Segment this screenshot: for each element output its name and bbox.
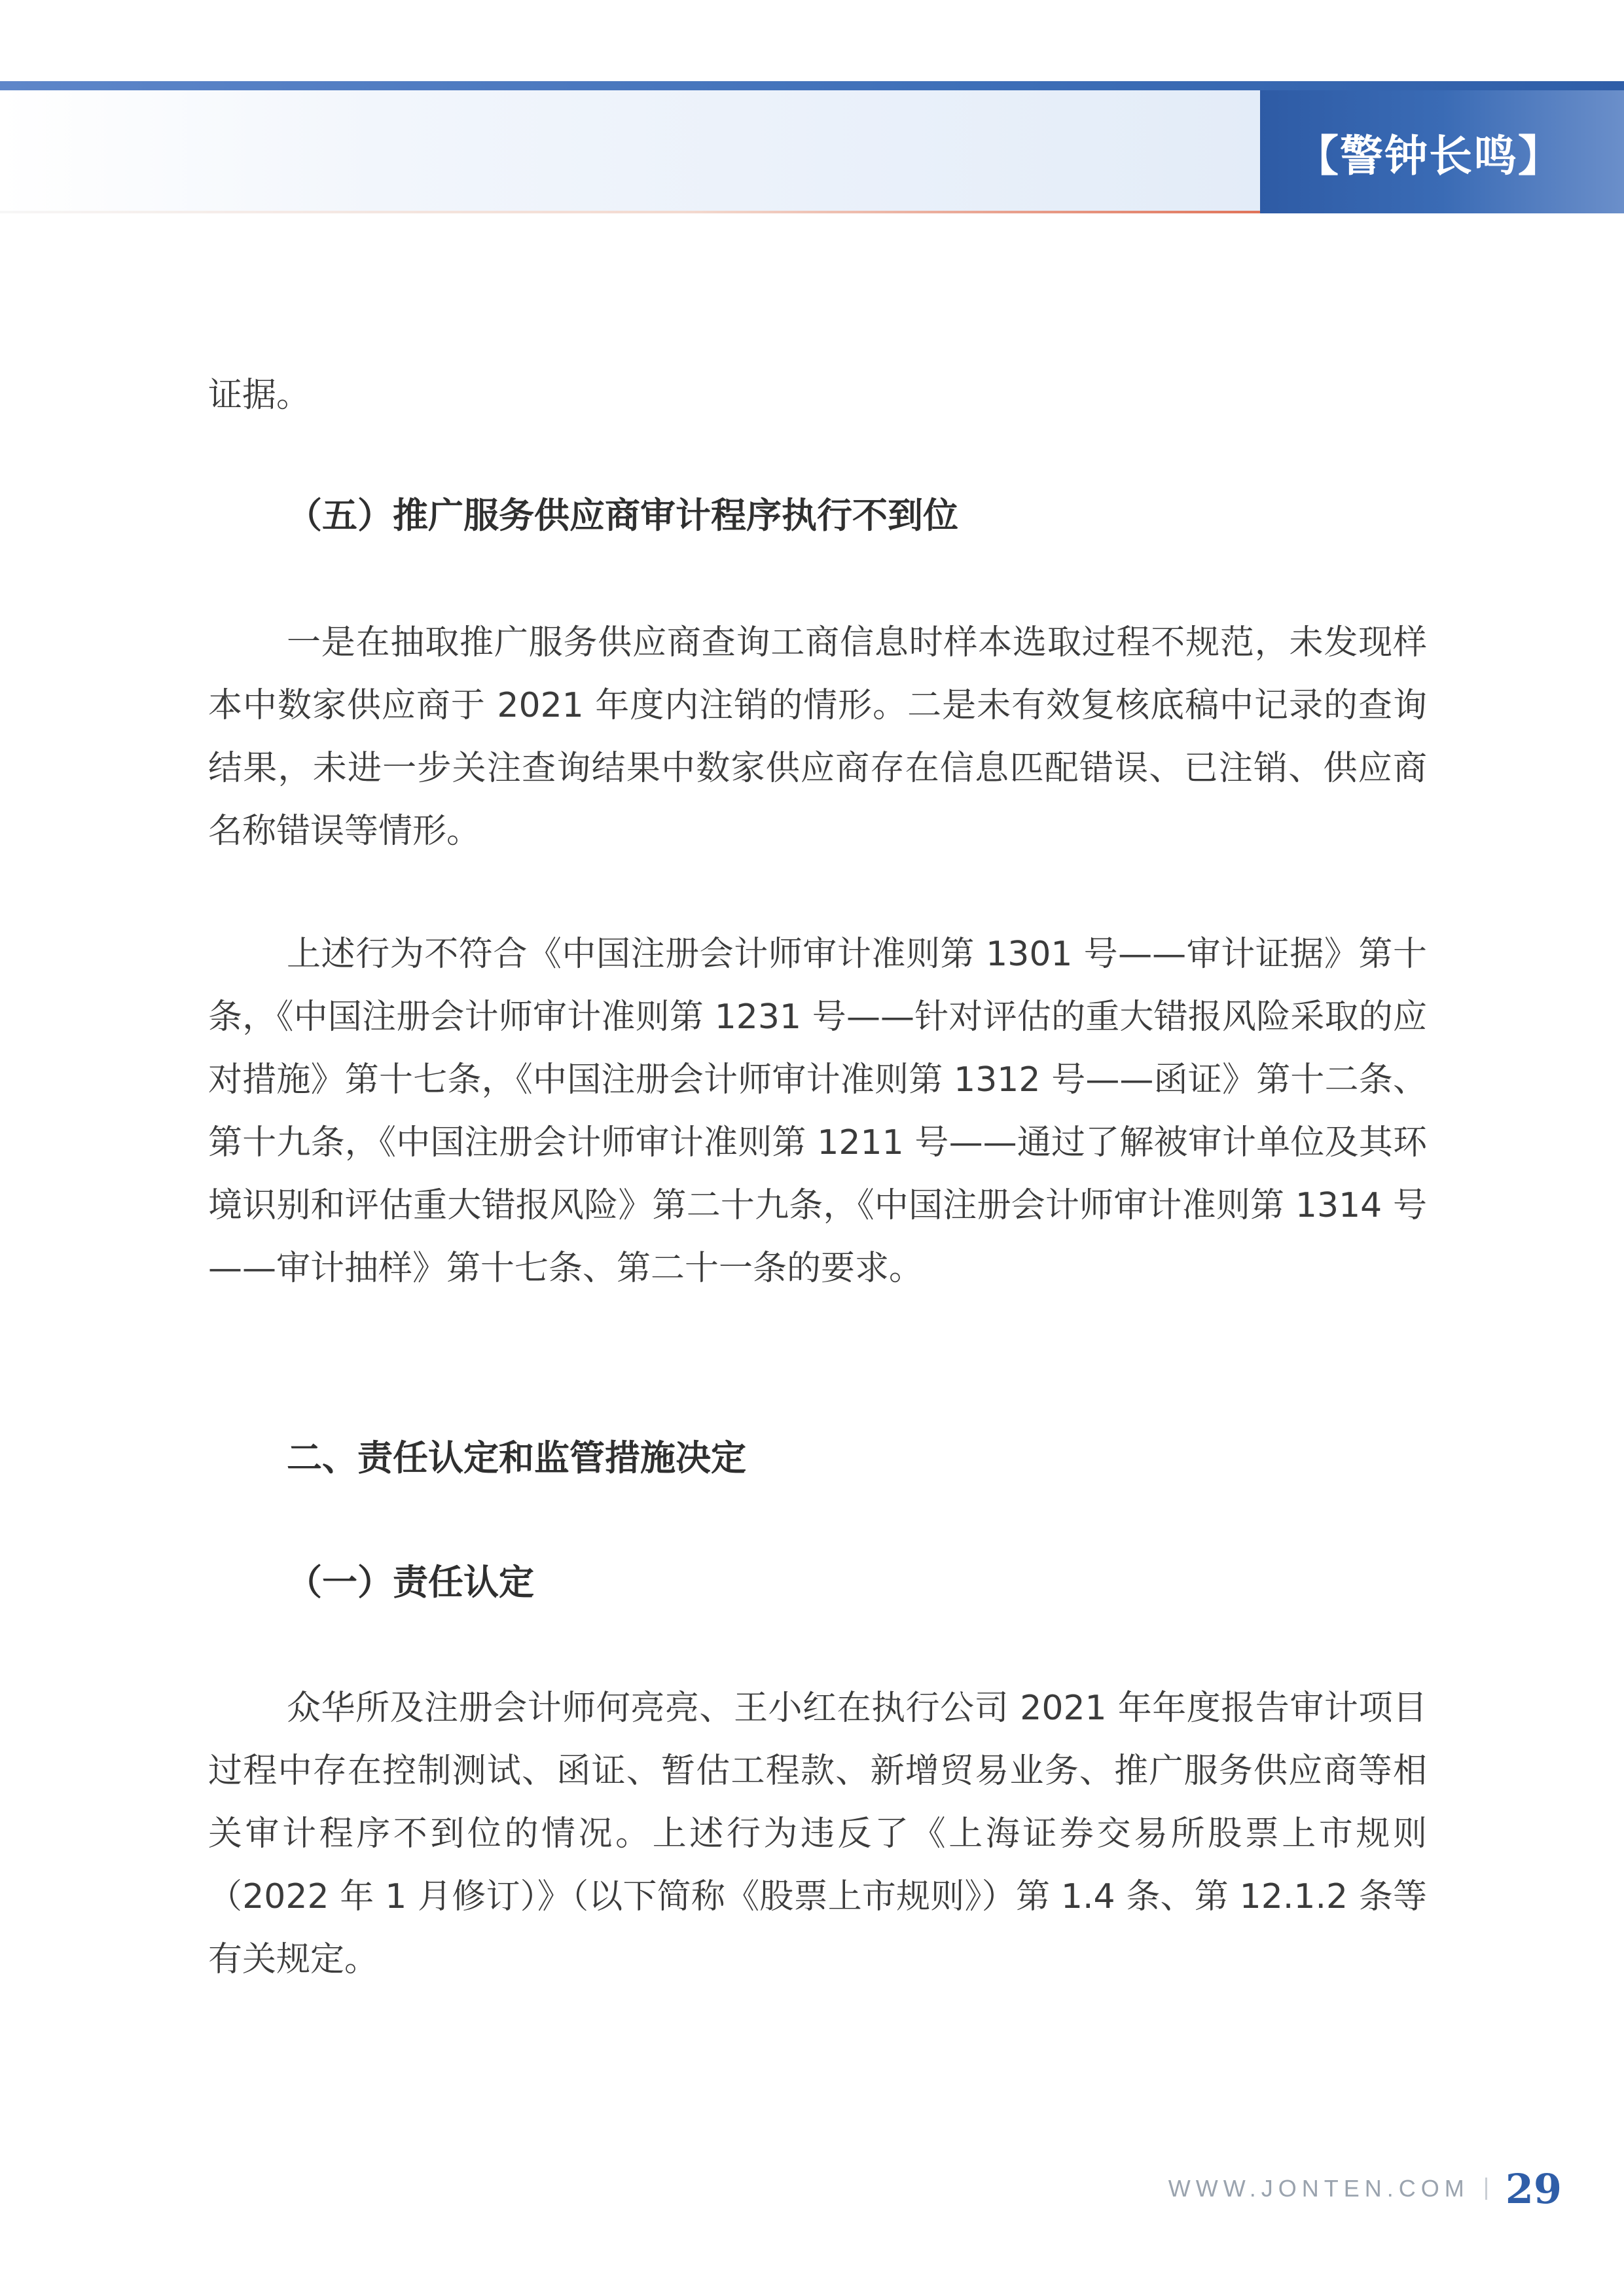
footer-website: WWW.JONTEN.COM (1168, 2175, 1470, 2202)
page-number: 29 (1505, 2164, 1562, 2213)
section-tag-label: 【警钟长鸣】 (1295, 130, 1562, 181)
section-heading-two: 二、责任认定和监管措施决定 (287, 1437, 746, 1479)
paragraph-standards: 上述行为不符合《中国注册会计师审计准则第 1301 号——审计证据》第十条，《中国注册会计师审计准则第 1231 号——针对评估的重大错报风险采取的应对措施》第十七条，《中国注册会计师审计准则第 1312 号——函证》第十二条、第十九条，《中国注册会计师审计准则第 1211 号——通过了解被审计单位及其环境识别和评估重大错报风险》第二十九条，《中国注册会计师审计准则第 1314 号——审计抽样》第十七条、第二十一条的要求。 (208, 935, 1427, 1288)
header-top-rule (0, 81, 1624, 90)
subheading-one: （一）责任认定 (287, 1562, 534, 1603)
paragraph-responsibility: 众华所及注册会计师何亮亮、王小红在执行公司 2021 年年度报告审计项目过程中存在控制测试、函证、暂估工程款、新增贸易业务、推广服务供应商等相关审计程序不到位的情况。上述行为违反了《上海证券交易所股票上市规则（2022 年 1 月修订）》（以下简称《股票上市规则》）第 1.4 条、第 12.1.2 条等有关规定。 (208, 1689, 1427, 1979)
subheading-five: （五）推广服务供应商审计程序执行不到位 (287, 495, 958, 536)
header-underline (0, 211, 1260, 213)
paragraph-lead: 证据。 (208, 376, 311, 415)
section-tag (1260, 90, 1624, 213)
page-footer (1168, 2157, 1562, 2220)
paragraph-sampling: 一是在抽取推广服务供应商查询工商信息时样本选取过程不规范，未发现样本中数家供应商于 2021 年度内注销的情形。二是未有效复核底稿中记录的查询结果，未进一步关注查询结果中数家供应商存在信息匹配错误、已注销、供应商名称错误等情形。 (208, 623, 1427, 851)
header-band (0, 90, 1260, 212)
footer-divider (1485, 2178, 1487, 2200)
